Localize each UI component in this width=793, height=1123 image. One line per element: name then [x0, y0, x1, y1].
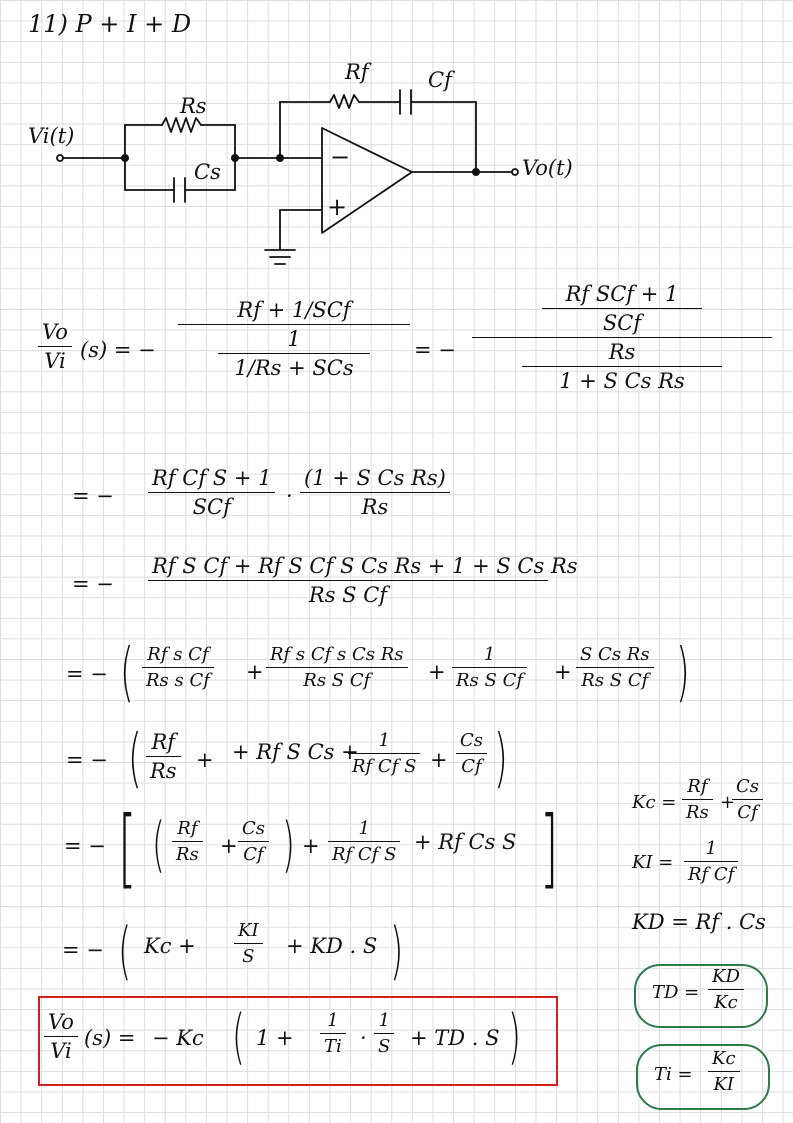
- inverting-input-sign: −: [330, 143, 351, 171]
- td-fraction: KD Kc: [708, 966, 744, 1013]
- eq4-term-1: Rf s Cf Rs s Cf: [142, 644, 214, 691]
- vout-label: Vo(t): [522, 156, 573, 180]
- eq6-lead: = −: [64, 834, 106, 858]
- eq4-term-4: S Cs Rs Rs S Cf: [576, 644, 654, 691]
- eq5-lead: = −: [66, 748, 108, 772]
- eq1-equals: = −: [414, 338, 456, 362]
- eq2-fraction-2: (1 + S Cs Rs) Rs: [300, 466, 450, 519]
- cs-label: Cs: [194, 160, 221, 184]
- rs-resistor: [162, 118, 201, 132]
- eq2-lead: = −: [72, 484, 114, 508]
- ti-label: Ti =: [654, 1064, 693, 1085]
- notebook-page: 11) P + I + D Vi(t) Vo(t) Rs Cs Rf Cf − + Vo Vi (s) = − Rf + 1/SCf 1 1/Rs + SCs = − Rf SCf + 1 SCf Rs 1 + S Cs Rs = − Rf Cf S + 1 SCf · (1 + S Cs Rs) Rs = − Rf S Cf + Rf S Cf S Cs Rs + 1 + S Cs Rs Rs S Cf = − ( Rf s Cf Rs s Cf + Rf s Cf s Cs Rs Rs S Cf + 1 Rs S Cf + S Cs Rs Rs S Cf ) = − ( Rf Rs + + Rf S Cs + 1 Rf Cf S + Cs Cf ) = − [ ( Rf Rs + Cs Cf ) + 1 Rf Cf S + Rf Cs S ] = − ( Kc + KI S + KD . S ) Vo Vi (s) = − Kc ( 1 + 1 Ti · 1 S + TD . S ) Kc = Rf Rs + Cs Cf KI = 1 Rf Cf KD = Rf . Cs TD = KD Kc Ti = Kc KI: [0, 0, 793, 1123]
- eq2-dot: ·: [286, 484, 293, 508]
- ki-fraction: 1 Rf Cf: [684, 838, 738, 885]
- rs-label: Rs: [180, 94, 207, 118]
- rf-resistor: [330, 95, 359, 108]
- cf-label: Cf: [428, 68, 452, 92]
- eq6-term-3: 1 Rf Cf S: [328, 818, 400, 865]
- vin-label: Vi(t): [28, 124, 75, 148]
- td-label: TD =: [652, 982, 700, 1003]
- final-one-plus: 1 +: [256, 1026, 294, 1050]
- eq1-lhs-suffix: (s) = −: [80, 338, 156, 362]
- eq6-term-4: + Rf Cs S: [414, 830, 517, 854]
- ki-label: KI =: [632, 852, 674, 873]
- final-kc: − Kc: [152, 1026, 204, 1050]
- kc-fraction-a: Rf Rs: [682, 776, 713, 823]
- ti-fraction: Kc KI: [708, 1048, 740, 1095]
- eq7-kc: Kc +: [144, 934, 196, 958]
- eq5-term-3: 1 Rf Cf S: [348, 730, 420, 777]
- eq4-term-3: 1 Rs S Cf: [452, 644, 527, 691]
- kc-fraction-b: Cs Cf: [732, 776, 763, 823]
- eq2-fraction-1: Rf Cf S + 1 SCf: [148, 466, 275, 519]
- final-td: + TD . S: [410, 1026, 500, 1050]
- eq1-lhs-fraction: Vo Vi: [38, 320, 72, 373]
- eq3-fraction: Rf S Cf + Rf S Cf S Cs Rs + 1 + S Cs Rs Rs S Cf: [148, 554, 548, 607]
- eq1-fraction-b: Rf SCf + 1 SCf Rs 1 + S Cs Rs: [472, 282, 772, 393]
- eq7-kd: + KD . S: [286, 934, 378, 958]
- eq1-fraction-a: Rf + 1/SCf 1 1/Rs + SCs: [178, 298, 410, 380]
- eq6-term-2: Cs Cf: [238, 818, 269, 865]
- noninverting-input-sign: +: [327, 193, 348, 221]
- kd-definition: KD = Rf . Cs: [632, 910, 766, 934]
- eq6-term-1: Rf Rs: [172, 818, 203, 865]
- rf-label: Rf: [345, 60, 369, 84]
- eq5-term-2: + Rf S Cs +: [232, 740, 359, 764]
- eq4-lead: = −: [66, 662, 108, 686]
- final-lhs-fraction: Vo Vi: [44, 1010, 78, 1063]
- kc-label: Kc =: [632, 792, 677, 813]
- eq4-term-2: Rf s Cf s Cs Rs Rs S Cf: [266, 644, 408, 691]
- final-s-fraction: 1 S: [374, 1010, 394, 1057]
- op-amp-circuit: [0, 0, 793, 300]
- eq5-term-1: Rf Rs: [146, 730, 181, 783]
- final-ti-fraction: 1 Ti: [320, 1010, 346, 1057]
- eq5-term-4: Cs Cf: [456, 730, 487, 777]
- eq3-lead: = −: [72, 572, 114, 596]
- eq7-ki-fraction: KI S: [234, 920, 263, 967]
- final-lhs-suffix: (s) =: [84, 1026, 136, 1050]
- eq7-lead: = −: [62, 938, 104, 962]
- problem-label: 11) P + I + D: [28, 10, 192, 38]
